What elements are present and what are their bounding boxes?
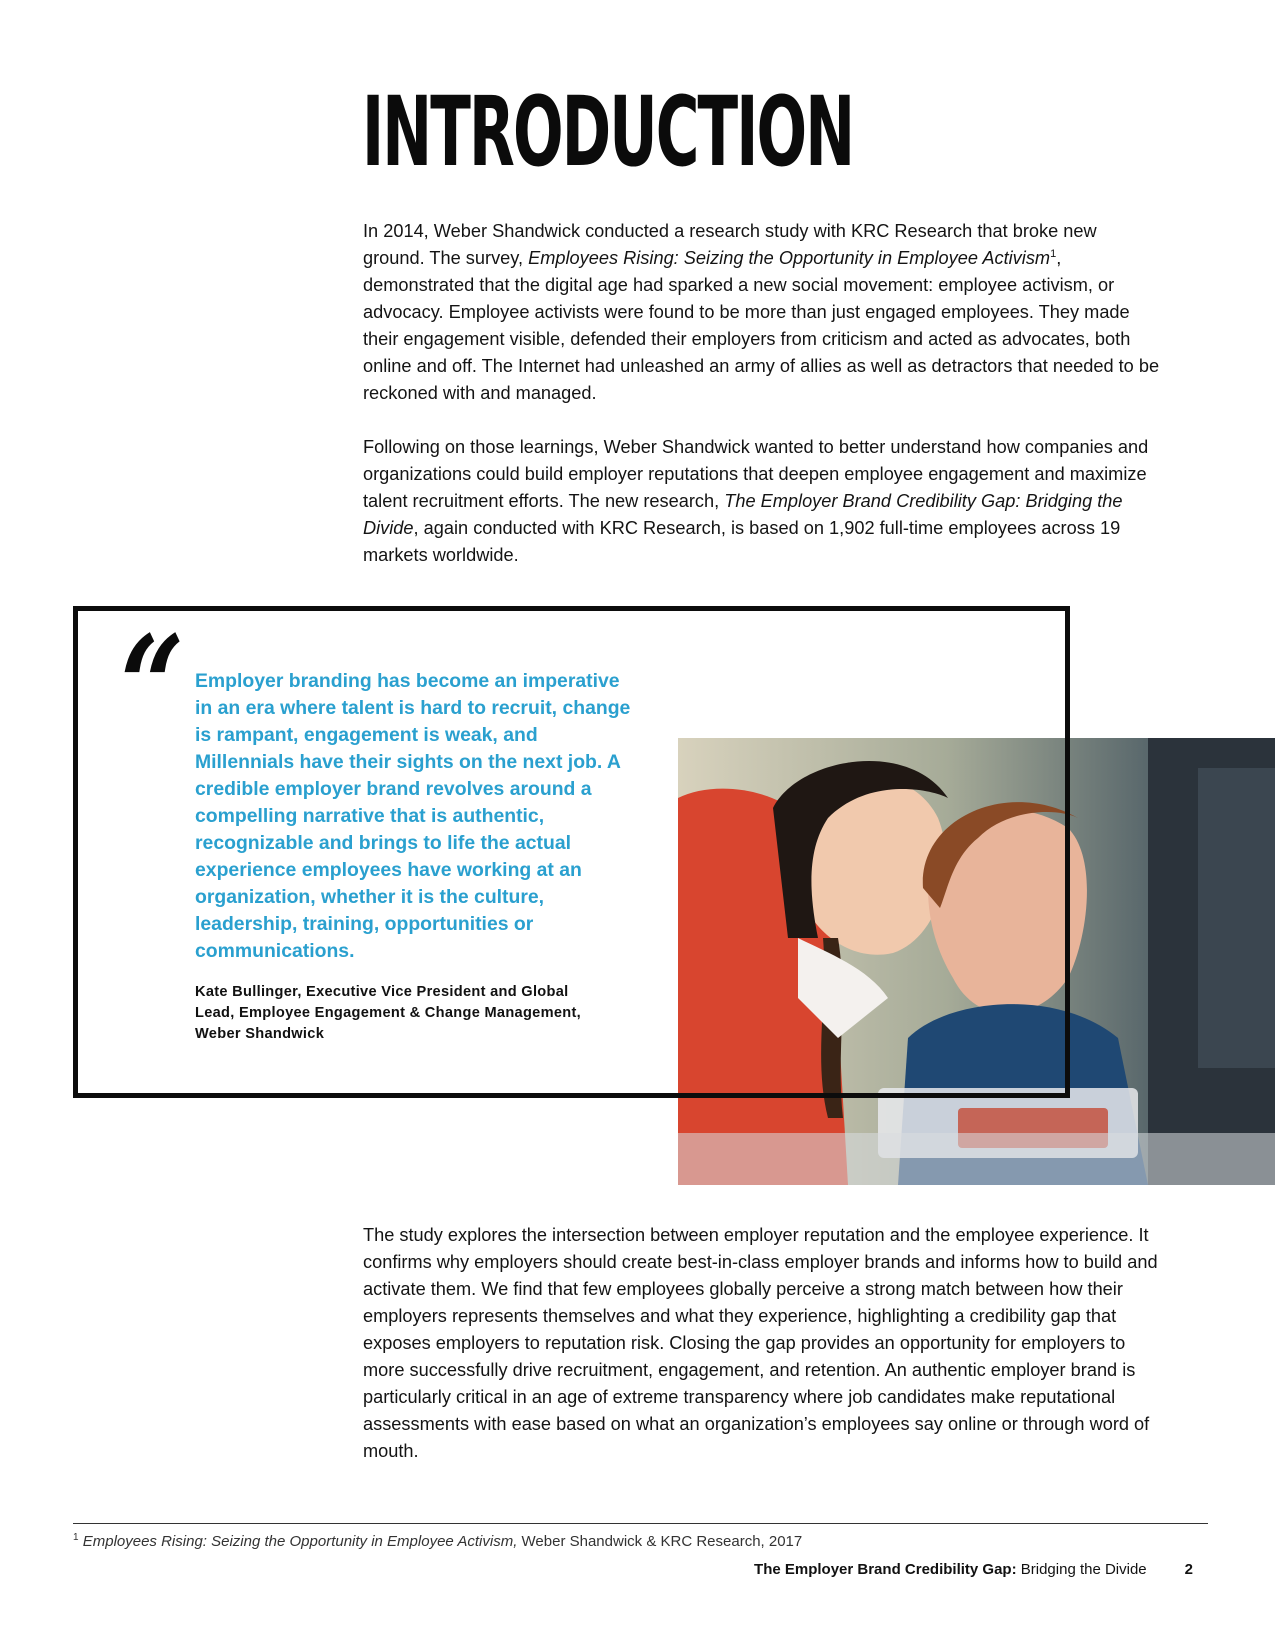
study-paragraph <box>363 1222 1163 1465</box>
pull-quote-text: Employer branding has become an imperative in an era where talent is hard to recruit, change is rampant, engagement is weak, and Millennials have their sights on the next job. A credible employer brand revolves around a compelling narrative that is authentic, recognizable and brings to life the actual experience employees have working at an organization, whether it is the culture, leadership, training, opportunities or communications. <box>195 670 631 962</box>
attribution-line-2: Lead, Employee Engagement & Change Management, <box>195 1005 582 1021</box>
attribution-line-3: Weber Shandwick <box>195 1026 325 1042</box>
footnote <box>73 1528 802 1552</box>
footnote-divider <box>73 1523 1208 1524</box>
study-text: The study explores the intersection between employer reputation and the employee experience. It confirms why employers should create best-in-class employer brands and informs how to build and activate them. We find that few employees globally perceive a strong match between how their employers represents themselves and what they experience, highlighting a credibility gap that exposes employers to reputation risk. Closing the gap provides an opportunity for employers to more successfully drive recruitment, engagement, and retention. An authentic employer brand is particularly critical in an age of extreme transparency where job candidates make reputational assessments with ease based on what an organization’s employees say online or through word of mouth. <box>363 1225 1158 1461</box>
footnote-reference: 1 <box>1050 247 1057 260</box>
page-title: INTRODUCTION <box>362 76 854 188</box>
quote-mark-icon: “ <box>120 606 185 770</box>
intro1-text-start: In 2014, Weber Shandwick conducted a research study with KRC Research that broke new ground. The survey, <box>363 221 1097 268</box>
page-number: 2 <box>1184 1561 1193 1578</box>
photo-illustration <box>678 738 1275 1185</box>
quote-attribution <box>195 982 635 1045</box>
intro2-report-title: The Employer Brand Credibility Gap: Bridging the Divide <box>363 491 1123 538</box>
intro2-text-start: Following on those learnings, Weber Shandwick wanted to better understand how companies and organizations could build employer reputations that deepen employee engagement and maximize talent recruitment efforts. The new research, <box>363 437 1149 511</box>
footnote-report-title: Employees Rising: Seizing the Opportunity in Employee Activism, <box>82 1533 518 1550</box>
footnote-number: 1 <box>73 1532 79 1543</box>
intro2-text-end: , again conducted with KRC Research, is based on 1,902 full-time employees across 19 markets worldwide. <box>363 518 1121 565</box>
footnote-source: Weber Shandwick & KRC Research, 2017 <box>517 1533 803 1550</box>
intro1-text-end: , demonstrated that the digital age had sparked a new social movement: employee activism, or advocacy. Employee activists were found to be more than just engaged employees. They made their engagement visible, defended their employers from criticism and acted as advocates, both online and off. The Internet had unleashed an army of allies as well as detractors that needed to be reckoned with and managed. <box>363 248 1160 403</box>
page-footer <box>754 1560 1193 1580</box>
attribution-line-1: Kate Bullinger, Executive Vice President and Global <box>195 984 569 1000</box>
intro-paragraph-1 <box>363 218 1163 407</box>
office-photo <box>678 738 1275 1185</box>
intro1-report-title: Employees Rising: Seizing the Opportunity in Employee Activism <box>528 248 1051 268</box>
intro-paragraph-2 <box>363 434 1163 569</box>
footer-title-rest: Bridging the Divide <box>1016 1561 1147 1578</box>
footer-title-bold: The Employer Brand Credibility Gap: <box>754 1561 1017 1578</box>
